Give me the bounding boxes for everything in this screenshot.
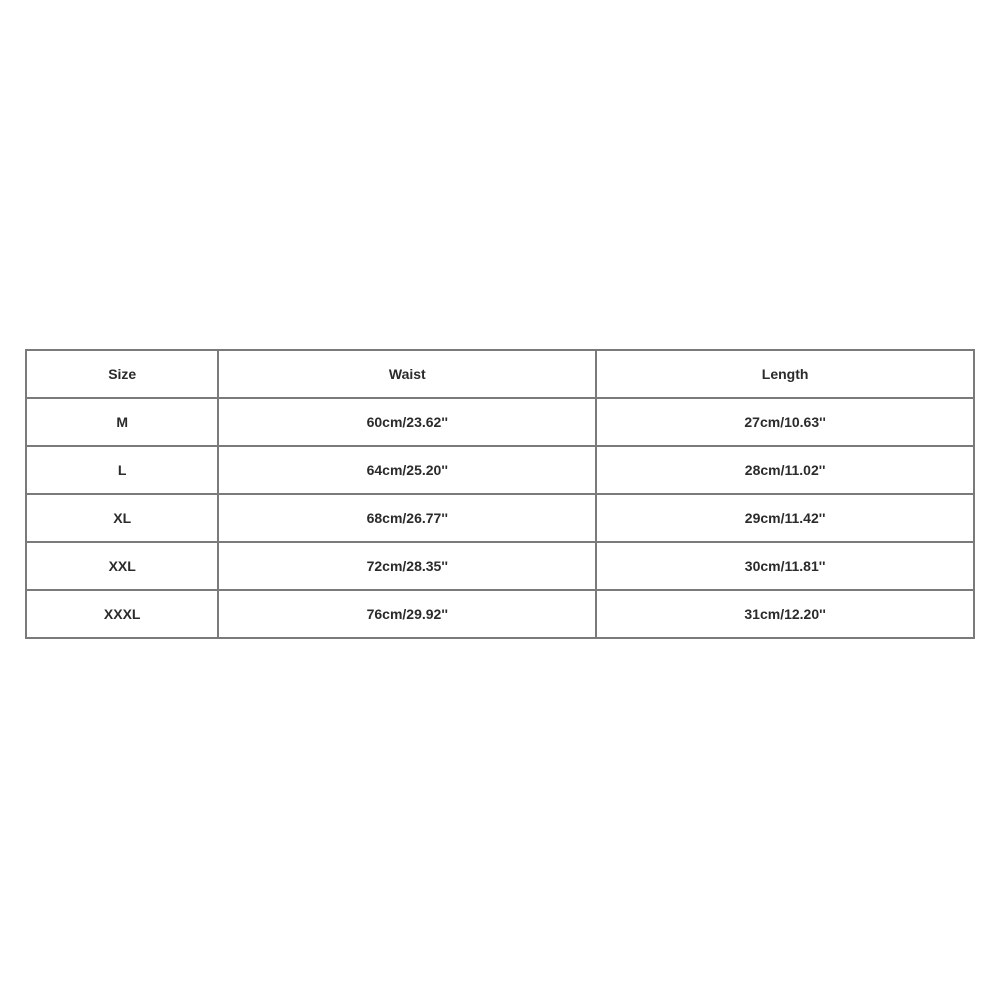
cell-size: L (26, 446, 218, 494)
cell-waist: 60cm/23.62'' (218, 398, 596, 446)
table-row (26, 446, 974, 494)
header-waist: Waist (218, 350, 596, 398)
cell-waist: 72cm/28.35'' (218, 542, 596, 590)
cell-length: 28cm/11.02'' (596, 446, 974, 494)
header-length: Length (596, 350, 974, 398)
table-row (26, 398, 974, 446)
cell-length: 27cm/10.63'' (596, 398, 974, 446)
table-row (26, 590, 974, 638)
table-header-row (26, 350, 974, 398)
cell-length: 30cm/11.81'' (596, 542, 974, 590)
size-chart-table (25, 349, 975, 639)
header-size: Size (26, 350, 218, 398)
table-row (26, 542, 974, 590)
cell-waist: 64cm/25.20'' (218, 446, 596, 494)
cell-size: M (26, 398, 218, 446)
cell-length: 31cm/12.20'' (596, 590, 974, 638)
cell-waist: 76cm/29.92'' (218, 590, 596, 638)
cell-size: XL (26, 494, 218, 542)
cell-length: 29cm/11.42'' (596, 494, 974, 542)
table-row (26, 494, 974, 542)
cell-size: XXL (26, 542, 218, 590)
cell-size: XXXL (26, 590, 218, 638)
cell-waist: 68cm/26.77'' (218, 494, 596, 542)
